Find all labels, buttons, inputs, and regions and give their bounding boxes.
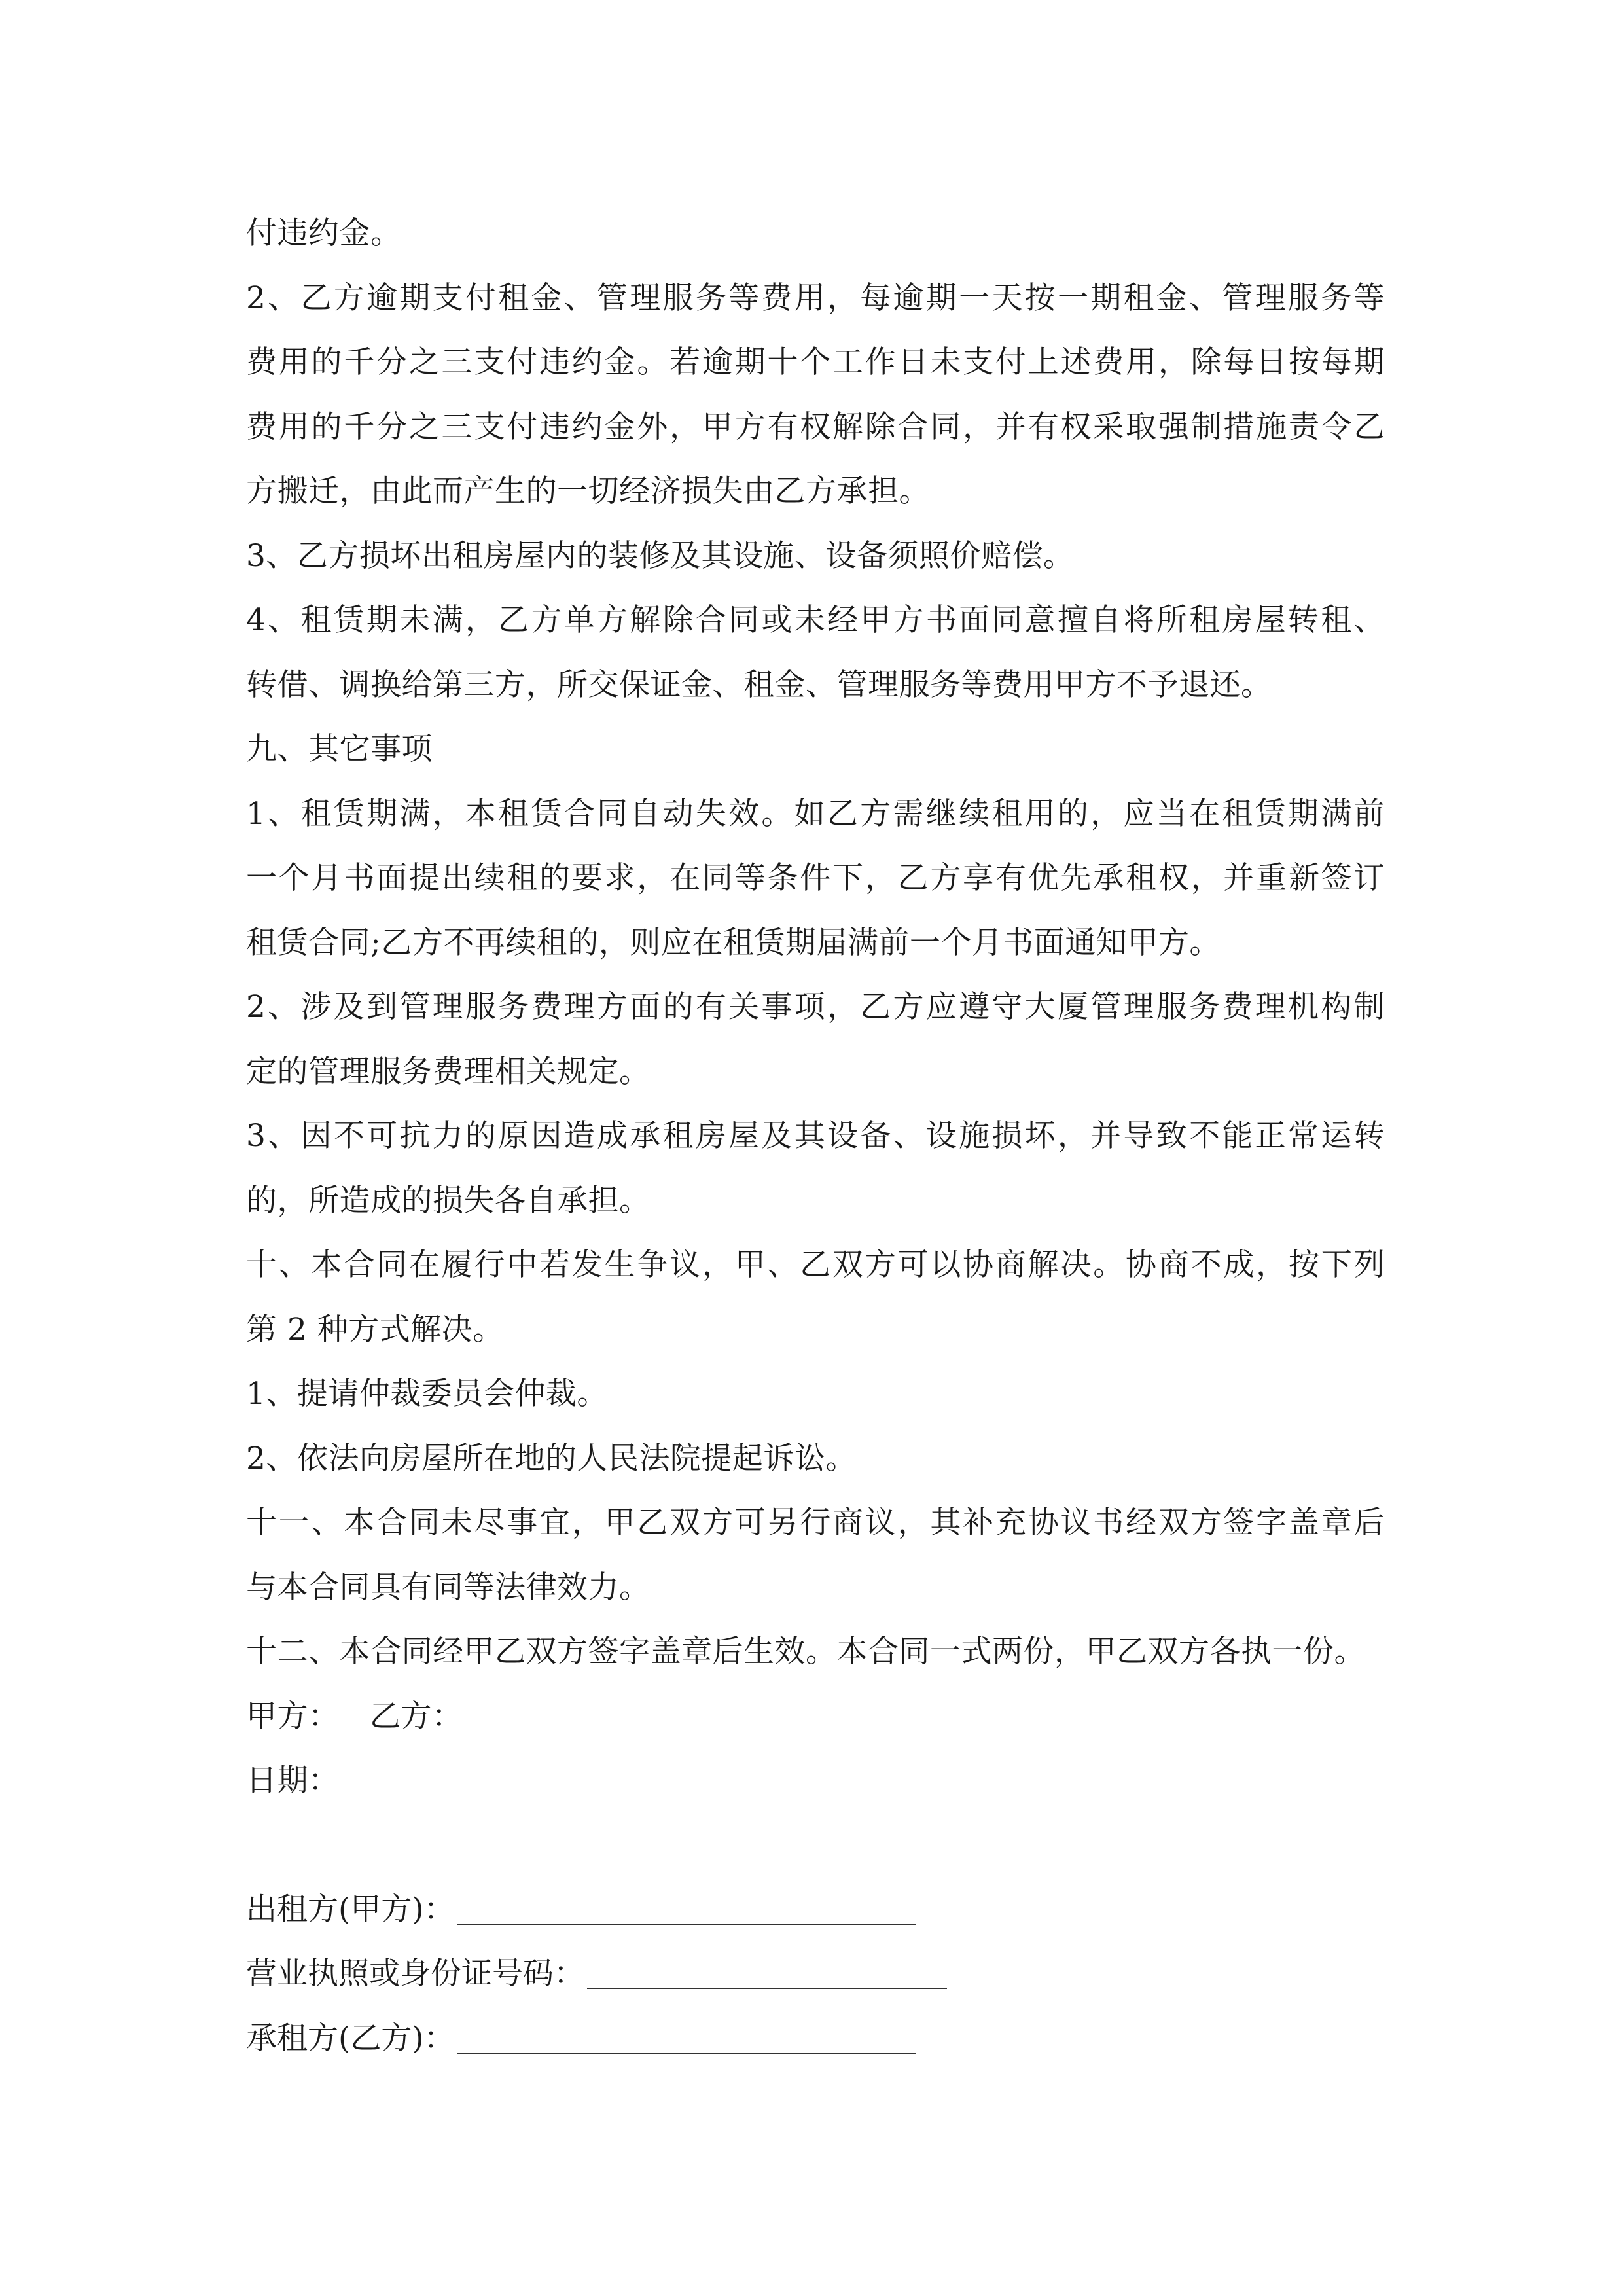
text-line: 1、提请仲裁委员会仲裁。 [246,1376,608,1412]
text-line: 与本合同具有同等法律效力。 [246,1569,651,1605]
party-labels: 甲方： 乙方： [246,1698,463,1734]
text-line: 付违约金。 [246,215,402,251]
text-line: 2、涉及到管理服务费理方面的有关事项，乙方应遵守大厦管理服务费理机构制 [246,989,1385,1025]
contract-body [246,202,1385,2071]
signature-field-id-number [246,1942,1385,2007]
signature-blank-line[interactable] [457,2026,916,2054]
text-line: 第 2 种方式解决。 [246,1311,504,1348]
text-line: 3、乙方损坏出租房屋内的装修及其设施、设备须照价赔偿。 [246,537,1075,574]
text-line: 转借、调换给第三方，所交保证金、租金、管理服务等费用甲方不予退还。 [246,666,1272,703]
text-line: 2、依法向房屋所在地的人民法院提起诉讼。 [246,1440,857,1477]
signature-field-lessor [246,1878,1385,1943]
text-line: 费用的千分之三支付违约金。若逾期十个工作日未支付上述费用，除每日按每期 [246,344,1385,380]
spacer [246,1814,1385,1878]
signature-label: 承租方(乙方)： [246,2020,455,2056]
signature-blank-line[interactable] [587,1962,947,1989]
text-line: 2、乙方逾期支付租金、管理服务等费用，每逾期一天按一期租金、管理服务等 [246,279,1385,316]
text-line: 费用的千分之三支付违约金外，甲方有权解除合同，并有权采取强制措施责令乙 [246,408,1385,445]
text-line: 3、因不可抗力的原因造成承租房屋及其设备、设施损坏，并导致不能正常运转 [246,1118,1385,1154]
text-line: 一个月书面提出续租的要求，在同等条件下，乙方享有优先承租权，并重新签订 [246,860,1385,896]
text-line: 十二、本合同经甲乙双方签字盖章后生效。本合同一式两份，甲乙双方各执一份。 [246,1634,1365,1670]
text-line: 的，所造成的损失各自承担。 [246,1182,651,1219]
signature-blank-line[interactable] [457,1897,916,1925]
text-line: 十一、本合同未尽事宜，甲乙双方可另行商议，其补充协议书经双方签字盖章后 [246,1505,1385,1541]
signature-label: 营业执照或身份证号码： [246,1956,584,1992]
text-line: 租赁合同;乙方不再续租的，则应在租赁期届满前一个月书面通知甲方。 [246,924,1221,961]
text-line: 方搬迁，由此而产生的一切经济损失由乙方承担。 [246,473,930,509]
signature-label: 出租方(甲方)： [246,1891,455,1928]
text-line: 十、本合同在履行中若发生争议，甲、乙双方可以协商解决。协商不成，按下列 [246,1247,1385,1283]
text-line: 1、租赁期满，本租赁合同自动失效。如乙方需继续租用的，应当在租赁期满前 [246,795,1385,832]
date-label: 日期： [246,1763,340,1799]
text-line: 定的管理服务费理相关规定。 [246,1053,651,1090]
text-line: 4、租赁期未满，乙方单方解除合同或未经甲方书面同意擅自将所租房屋转租、 [246,602,1385,638]
section-heading: 九、其它事项 [246,731,433,767]
signature-field-lessee [246,2007,1385,2072]
